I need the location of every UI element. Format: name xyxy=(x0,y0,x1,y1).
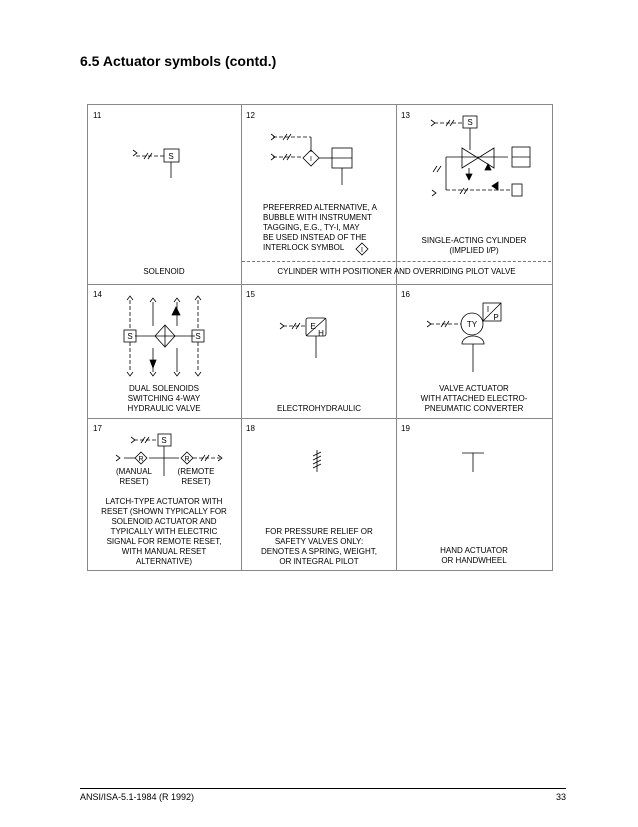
cell-number: 19 xyxy=(401,424,410,433)
p-letter: P xyxy=(493,313,499,322)
caption-hand-actuator: HAND ACTUATOR OR HANDWHEEL xyxy=(440,546,508,565)
cell-number: 15 xyxy=(246,290,255,299)
hydraulic-letter: H xyxy=(318,329,324,338)
note-preferred-alternative: PREFERRED ALTERNATIVE, A BUBBLE WITH INSTRUMENT TAGGING, E.G., TY-I, MAY BE USED INSTEAD OF THE INTERLOCK SYMBOL xyxy=(263,203,377,252)
caption-dual-solenoids: DUAL SOLENOIDS SWITCHING 4-WAY HYDRAULIC VALVE xyxy=(127,384,201,413)
cell-number: 11 xyxy=(93,111,102,120)
spring-weight-symbol xyxy=(313,450,321,472)
cell-number: 17 xyxy=(93,424,102,433)
dual-solenoids-symbol xyxy=(124,296,204,376)
interlock-letter: I xyxy=(310,156,312,163)
caption-electrohydraulic: ELECTROHYDRAULIC xyxy=(276,404,361,413)
solenoid-letter: S xyxy=(168,152,174,161)
cylinder-positioner-symbol xyxy=(271,134,368,255)
solenoid-letter: S xyxy=(467,118,473,127)
ty-letters: TY xyxy=(466,320,478,329)
label-remote-reset: (REMOTE RESET) xyxy=(177,467,215,486)
caption-pressure-relief: FOR PRESSURE RELIEF OR SAFETY VALVES ONLY: DENOTES A SPRING, WEIGHT, OR INTEGRAL PILOT xyxy=(260,527,378,566)
reset-letter: R xyxy=(138,456,144,463)
cell-number: 16 xyxy=(401,290,410,299)
interlock-letter: I xyxy=(361,247,363,254)
single-acting-cylinder-symbol xyxy=(431,116,530,196)
cell-number: 13 xyxy=(401,111,410,120)
solenoid-symbol xyxy=(133,149,179,178)
solenoid-letter: S xyxy=(127,332,133,341)
solenoid-letter: S xyxy=(161,436,167,445)
caption-cylinder-positioner: CYLINDER WITH POSITIONER AND OVERRIDING PILOT VALVE xyxy=(277,267,516,276)
valve-actuator-ip-symbol xyxy=(427,303,501,372)
caption-valve-actuator: VALVE ACTUATOR WITH ATTACHED ELECTRO- PNEUMATIC CONVERTER xyxy=(420,384,528,413)
label-manual-reset: (MANUAL RESET) xyxy=(115,467,152,486)
page-title: 6.5 Actuator symbols (contd.) xyxy=(80,53,277,69)
footer-rule xyxy=(80,788,566,789)
solenoid-letter: S xyxy=(195,332,201,341)
latch-type-actuator-symbol xyxy=(116,434,222,476)
footer-standard: ANSI/ISA-5.1-1984 (R 1992) xyxy=(80,792,195,802)
reset-letter: R xyxy=(184,456,190,463)
page-number: 33 xyxy=(556,792,567,802)
caption-solenoid: SOLENOID xyxy=(143,267,185,276)
cell-number: 18 xyxy=(246,424,255,433)
cell-number: 12 xyxy=(246,111,255,120)
cell-number: 14 xyxy=(93,290,102,299)
electro-letter: E xyxy=(310,322,316,331)
electrohydraulic-symbol xyxy=(280,318,326,358)
caption-single-acting-cylinder: SINGLE-ACTING CYLINDER (IMPLIED I/P) xyxy=(421,236,527,255)
caption-latch-type: LATCH-TYPE ACTUATOR WITH RESET (SHOWN TYPICALLY FOR SOLENOID ACTUATOR AND TYPICALLY WITH ELECTRIC SIGNAL FOR REMOTE RESET, WITH MANUAL RESET ALTERNATIVE) xyxy=(101,497,227,566)
i-letter: I xyxy=(486,305,490,314)
handwheel-symbol xyxy=(462,453,484,472)
